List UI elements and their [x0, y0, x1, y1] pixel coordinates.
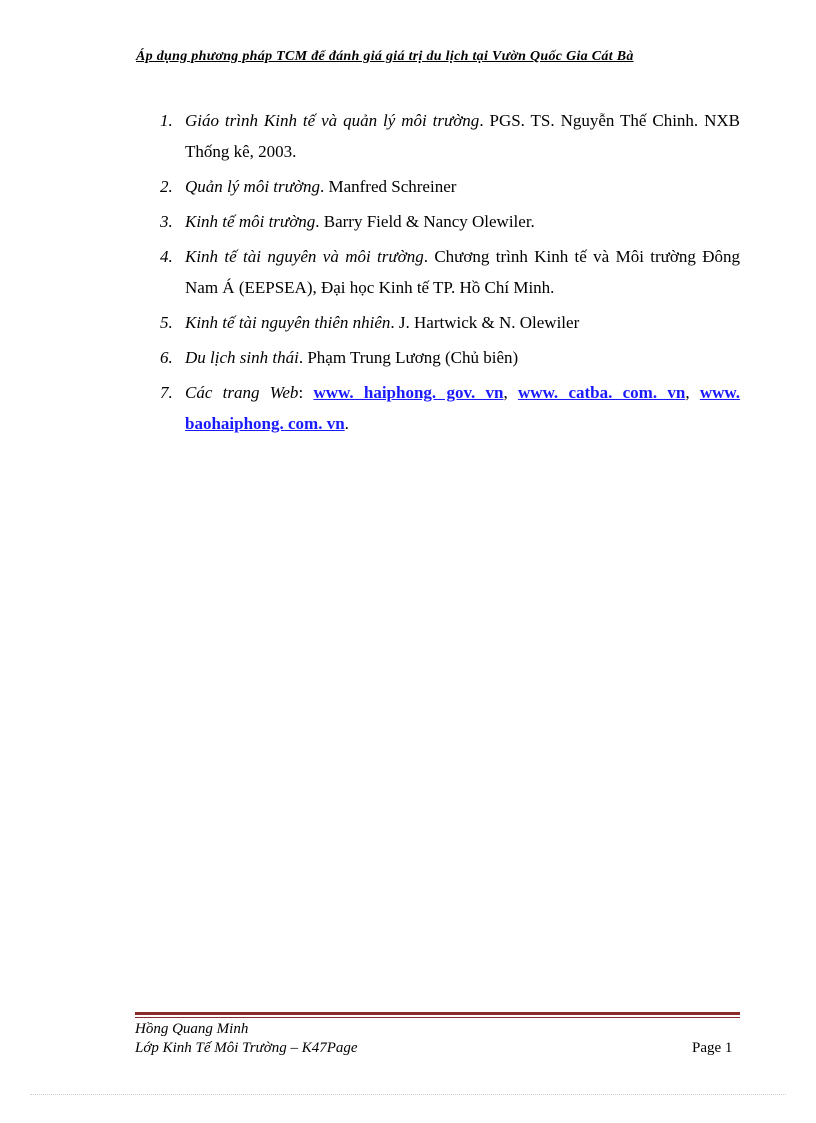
- reference-list: [160, 105, 740, 443]
- reference-title: Kinh tế tài nguyên và môi trường: [185, 247, 424, 266]
- footer-author: Hồng Quang Minh: [135, 1021, 249, 1037]
- reference-title: Kinh tế môi trường: [185, 212, 316, 231]
- reference-colon: :: [298, 383, 314, 402]
- reference-number: 1.: [160, 111, 173, 130]
- reference-title: Giáo trình Kinh tế và quản lý môi trường: [185, 111, 480, 130]
- reference-number: 2.: [160, 177, 173, 196]
- reference-number: 4.: [160, 247, 173, 266]
- reference-number: 3.: [160, 212, 173, 231]
- reference-title: Kinh tế tài nguyên thiên nhiên: [185, 313, 391, 332]
- reference-details: . PGS. TS. Nguyễn Thế Chinh. NXB Thống kê, 2003.: [185, 111, 740, 161]
- reference-item: [160, 307, 740, 338]
- footer-divider-thin: [135, 1017, 740, 1018]
- reference-details: . Barry Field & Nancy Olewiler.: [315, 212, 535, 231]
- footer-page-number: Page 1: [692, 1040, 733, 1056]
- reference-details: . Chương trình Kinh tế và Môi trường Đông Nam Á (EEPSEA), Đại học Kinh tế TP. Hồ Chí Minh.: [185, 247, 740, 297]
- reference-details: . J. Hartwick & N. Olewiler: [390, 313, 580, 332]
- reference-title: Quản lý môi trường: [185, 177, 320, 196]
- page-bottom-edge: [30, 1094, 786, 1095]
- reference-item: [160, 171, 740, 202]
- reference-title: Du lịch sinh thái: [185, 348, 299, 367]
- footer-divider: [135, 1012, 740, 1019]
- reference-item: [160, 206, 740, 237]
- reference-end: .: [344, 414, 349, 433]
- reference-item: [160, 241, 740, 303]
- reference-item: [160, 342, 740, 373]
- link-separator: ,: [503, 383, 519, 402]
- page-header-title: Áp dụng phương pháp TCM để đánh giá giá trị du lịch tại Vườn Quốc Gia Cát Bà: [136, 49, 634, 64]
- reference-title: Các trang Web: [185, 383, 299, 402]
- footer-class-line: Lớp Kinh Tế Môi Trường – K47Page: [135, 1040, 358, 1056]
- reference-details: . Phạm Trung Lương (Chủ biên): [298, 348, 519, 367]
- footer-divider-thick: [135, 1012, 740, 1015]
- link-haiphong[interactable]: www. haiphong. gov. vn: [313, 383, 504, 402]
- link-baohaiphong[interactable]: www. baohaiphong. com. vn: [185, 383, 741, 433]
- link-catba[interactable]: www. catba. com. vn: [518, 383, 686, 402]
- reference-number: 5.: [160, 313, 173, 332]
- reference-details: . Manfred Schreiner: [319, 177, 457, 196]
- reference-item-web: [160, 377, 740, 439]
- reference-item: [160, 105, 740, 167]
- reference-number: 6.: [160, 348, 173, 367]
- reference-number: 7.: [160, 383, 173, 402]
- link-separator: ,: [685, 383, 700, 402]
